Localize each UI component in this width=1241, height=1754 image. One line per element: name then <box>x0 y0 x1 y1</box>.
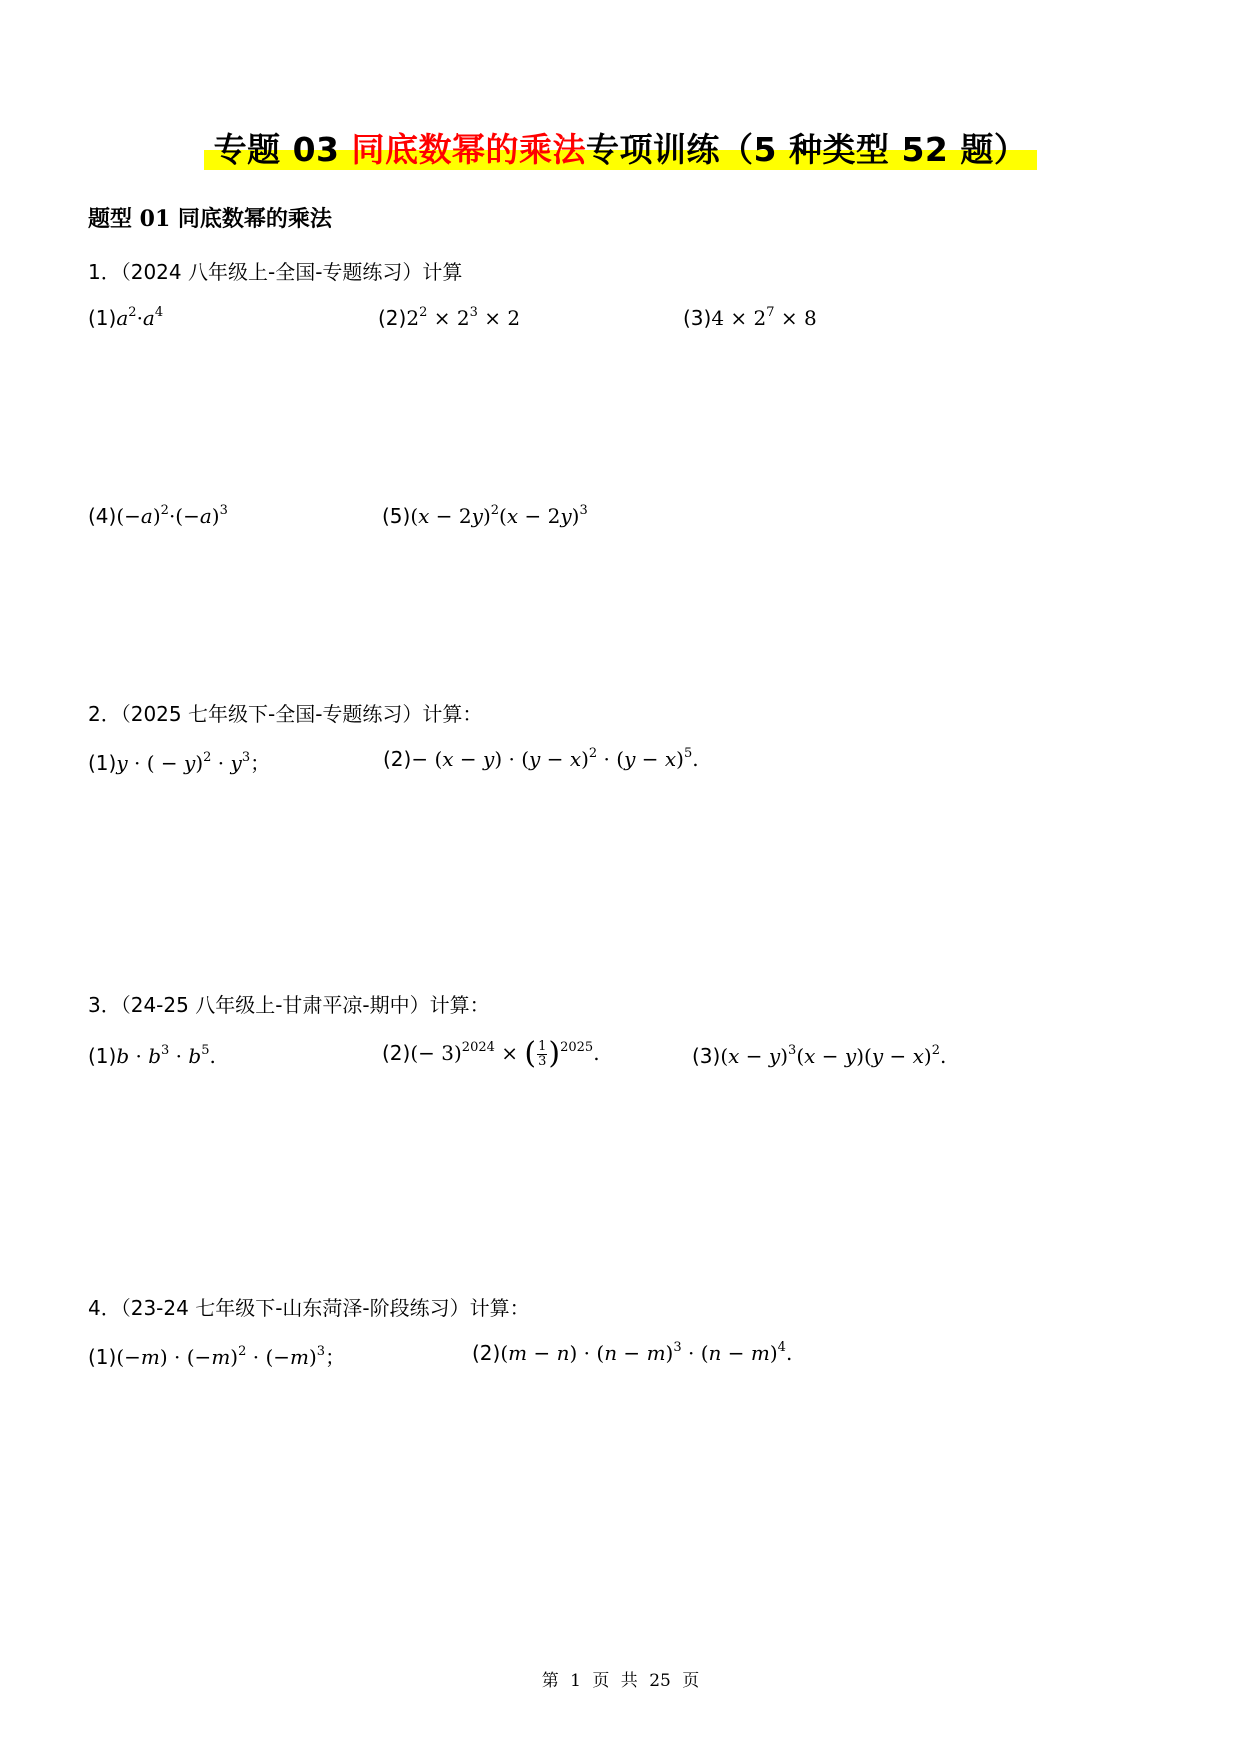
question-number: 4． <box>88 1296 121 1320</box>
question-source: （24-25 八年级上-甘肃平凉-期中）计算： <box>120 993 490 1017</box>
q4-part-1: $(1)(-m) \cdot (-m)^2 \cdot (-m)^3$； <box>88 1344 346 1369</box>
question-number: 1． <box>88 260 121 284</box>
q3-part-1: $(1)b \cdot b^3 \cdot b^5$. <box>88 1043 216 1068</box>
question-2-header <box>88 698 482 727</box>
q3-part-3: $(3)(x - y)^3(x - y)(y - x)^2$. <box>692 1043 947 1068</box>
question-number: 2． <box>88 702 121 726</box>
title-suffix: 专项训练（5 种类型 52 题） <box>586 130 1028 169</box>
question-1-header <box>88 256 462 285</box>
q1-part-4: $(4)(-a)^2\cdot(-a)^3$ <box>88 503 228 528</box>
question-3-header <box>88 989 490 1018</box>
question-source: （23-24 七年级下-山东菏泽-阶段练习）计算： <box>120 1296 530 1320</box>
title-prefix: 专题 03 <box>213 130 352 169</box>
q1-part-5: $(5)(x - 2y)^2(x - 2y)^3$ <box>382 503 588 528</box>
q1-part-1: $(1)a^2\cdot a^4$ <box>88 305 164 330</box>
question-source: （2025 七年级下-全国-专题练习）计算： <box>120 702 483 726</box>
question-source: （2024 八年级上-全国-专题练习）计算 <box>120 260 463 284</box>
title-highlight-text: 同底数幂的乘法 <box>351 130 587 169</box>
q1-part-3: $(3)4 \times 2^7 \times 8$ <box>683 305 817 330</box>
question-4-header <box>88 1292 530 1321</box>
q3-part-2: $(2)(- 3)^{2024}$ × ( $\frac{1}{3}$ )$^{2025}$. <box>382 1036 600 1071</box>
page-title <box>204 128 1038 172</box>
q1-part-2: $(2)2^2 \times 2^3 \times 2$ <box>378 305 521 330</box>
page-footer: 第 1 页 共 25 页 <box>541 1671 700 1691</box>
question-number: 3． <box>88 993 121 1017</box>
q2-part-2: $(2)- (x - y) \cdot (y - x)^2 \cdot (y - x)^5$. <box>383 746 699 771</box>
title-wrap <box>0 128 1241 172</box>
q2-part-1: (1)y · ( − $y)^2 \cdot y^3$； <box>88 750 271 775</box>
q4-part-2: $(2)(m - n) \cdot (n - m)^3 \cdot (n - m)^4$. <box>472 1340 793 1365</box>
section-heading: 题型 01 同底数幂的乘法 <box>88 206 332 232</box>
